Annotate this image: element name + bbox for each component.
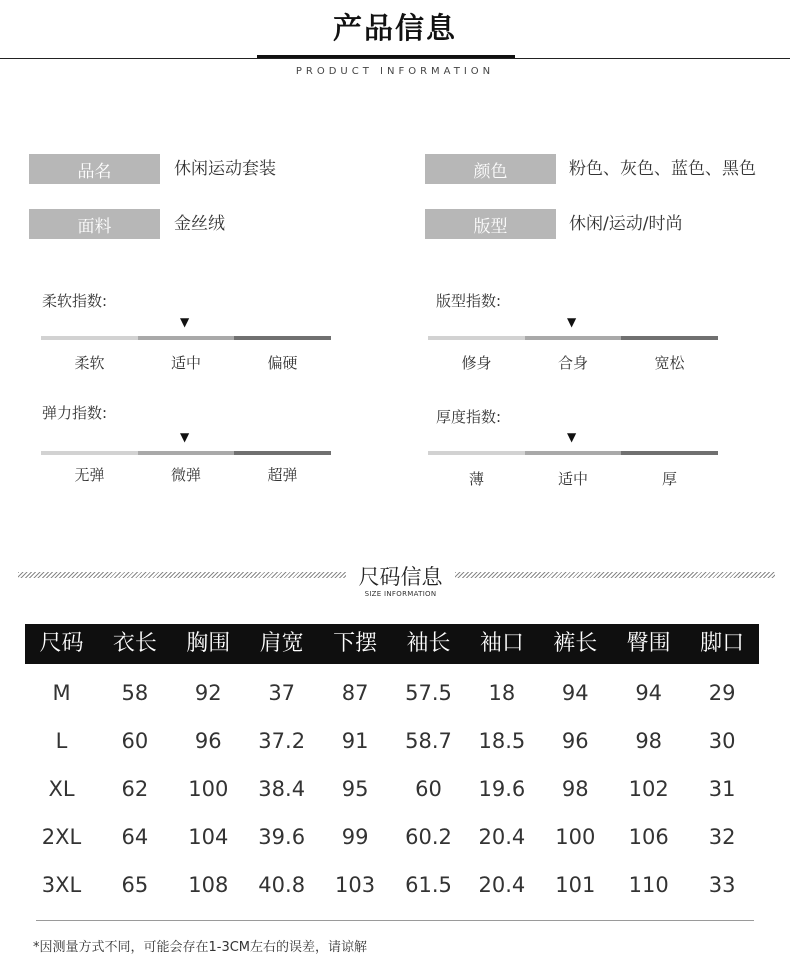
- column-header: 衣长: [112, 631, 157, 656]
- table-cell: 31: [708, 777, 736, 801]
- table-cell: 40.8: [258, 873, 306, 897]
- table-cell: 108: [188, 873, 229, 897]
- column-header: 胸围: [186, 631, 231, 656]
- fit-index-title: 版型指数:: [436, 292, 502, 310]
- softness-scale-segment: [138, 336, 234, 340]
- size-section-subtitle: SIZE INFORMATION: [364, 590, 437, 598]
- table-cell: 33: [708, 873, 736, 897]
- name-value: 休闲运动套装: [174, 159, 276, 179]
- softness-index-title: 柔软指数:: [42, 292, 108, 310]
- table-cell: 38.4: [258, 777, 306, 801]
- elasticity-option: 超弹: [267, 466, 298, 484]
- section-divider-left: [18, 572, 346, 578]
- column-header: 肩宽: [259, 631, 304, 656]
- table-cell: 61.5: [405, 873, 452, 897]
- table-row: [25, 726, 759, 756]
- column-header: 尺码: [39, 631, 84, 656]
- table-bottom-rule: [36, 920, 754, 921]
- table-cell: 65: [121, 873, 149, 897]
- table-cell: 60: [415, 777, 442, 801]
- fit-scale-segment: [428, 336, 525, 340]
- fit-option: 合身: [557, 354, 588, 372]
- table-cell: 103: [335, 873, 376, 897]
- table-row: [25, 774, 759, 804]
- size-table-header: [25, 624, 759, 664]
- thickness-index-title: 厚度指数:: [436, 408, 502, 426]
- table-cell: 29: [708, 681, 736, 705]
- table-cell: 20.4: [478, 873, 526, 897]
- elasticity-option: 无弹: [74, 466, 105, 484]
- table-cell: 92: [194, 681, 222, 705]
- table-cell: 87: [341, 681, 369, 705]
- table-cell: 58: [121, 681, 149, 705]
- table-cell: 20.4: [478, 825, 526, 849]
- thickness-option: 厚: [661, 470, 677, 488]
- table-cell: L: [55, 729, 68, 753]
- fit-value: 休闲/运动/时尚: [569, 214, 683, 234]
- table-cell: 96: [194, 729, 222, 753]
- thickness-scale-segment: [428, 451, 525, 455]
- elasticity-index-title: 弹力指数:: [42, 404, 108, 422]
- table-cell: 60.2: [405, 825, 452, 849]
- softness-scale-segment: [41, 336, 138, 340]
- table-cell: M: [52, 681, 71, 705]
- size-section-title: 尺码信息: [358, 565, 443, 589]
- table-cell: 96: [561, 729, 589, 753]
- column-header: 脚口: [700, 631, 745, 656]
- softness-option: 柔软: [74, 354, 105, 372]
- table-cell: XL: [48, 777, 75, 801]
- table-cell: 100: [555, 825, 596, 849]
- softness-option: 偏硬: [267, 354, 298, 372]
- section-divider-right: [455, 572, 775, 578]
- table-cell: 64: [121, 825, 149, 849]
- table-row: [25, 870, 759, 900]
- elasticity-scale-segment: [138, 451, 234, 455]
- table-cell: 91: [341, 729, 369, 753]
- table-cell: 104: [188, 825, 229, 849]
- header-divider: [0, 58, 790, 59]
- table-cell: 102: [628, 777, 669, 801]
- table-cell: 98: [561, 777, 589, 801]
- name-label: 品名: [29, 154, 160, 184]
- fit-scale-segment: [621, 336, 718, 340]
- elasticity-scale-segment: [41, 451, 138, 455]
- thickness-option: 薄: [468, 470, 484, 488]
- page-title: 产品信息: [332, 11, 457, 45]
- table-cell: 18: [488, 681, 516, 705]
- elasticity-scale-segment: [234, 451, 331, 455]
- table-cell: 60: [121, 729, 149, 753]
- softness-option: 适中: [170, 354, 201, 372]
- column-header: 裤长: [553, 631, 598, 656]
- color-value: 粉色、灰色、蓝色、黑色: [569, 159, 756, 179]
- table-cell: 57.5: [405, 681, 452, 705]
- elasticity-marker-icon: ▼: [180, 430, 190, 444]
- table-cell: 99: [341, 825, 369, 849]
- size-table-body: [25, 664, 759, 914]
- table-cell: 30: [708, 729, 736, 753]
- table-cell: 101: [555, 873, 596, 897]
- elasticity-option: 微弹: [170, 466, 201, 484]
- column-header: 下摆: [333, 631, 378, 656]
- thickness-scale-segment: [621, 451, 718, 455]
- table-cell: 37: [268, 681, 296, 705]
- thickness-scale-segment: [525, 451, 621, 455]
- column-header: 臀围: [626, 631, 671, 656]
- table-cell: 3XL: [41, 873, 82, 897]
- color-label: 颜色: [425, 154, 556, 184]
- thickness-option: 适中: [557, 470, 588, 488]
- table-cell: 98: [635, 729, 663, 753]
- fit-option: 宽松: [654, 354, 685, 372]
- table-cell: 2XL: [41, 825, 82, 849]
- column-header: 袖口: [479, 631, 524, 656]
- table-cell: 62: [121, 777, 149, 801]
- softness-scale-segment: [234, 336, 331, 340]
- table-cell: 39.6: [258, 825, 306, 849]
- softness-marker-icon: ▼: [180, 315, 190, 329]
- table-row: [25, 678, 759, 708]
- table-cell: 94: [561, 681, 589, 705]
- fit-scale-segment: [525, 336, 621, 340]
- fit-option: 修身: [461, 354, 492, 372]
- fabric-label: 面料: [29, 209, 160, 239]
- table-cell: 19.6: [478, 777, 526, 801]
- thickness-marker-icon: ▼: [567, 430, 577, 444]
- table-cell: 106: [628, 825, 669, 849]
- table-cell: 18.5: [478, 729, 526, 753]
- table-row: [25, 822, 759, 852]
- table-cell: 94: [635, 681, 663, 705]
- page-subtitle: PRODUCT INFORMATION: [295, 66, 495, 77]
- measurement-note: *因测量方式不同，可能会存在1-3CM左右的误差，请谅解: [33, 940, 368, 955]
- table-cell: 58.7: [405, 729, 452, 753]
- fit-label: 版型: [425, 209, 556, 239]
- column-header: 袖长: [406, 631, 451, 656]
- table-cell: 37.2: [258, 729, 306, 753]
- table-cell: 110: [628, 873, 669, 897]
- fabric-value: 金丝绒: [174, 214, 225, 234]
- table-cell: 32: [708, 825, 736, 849]
- table-cell: 95: [341, 777, 369, 801]
- fit-marker-icon: ▼: [567, 315, 577, 329]
- table-cell: 100: [188, 777, 229, 801]
